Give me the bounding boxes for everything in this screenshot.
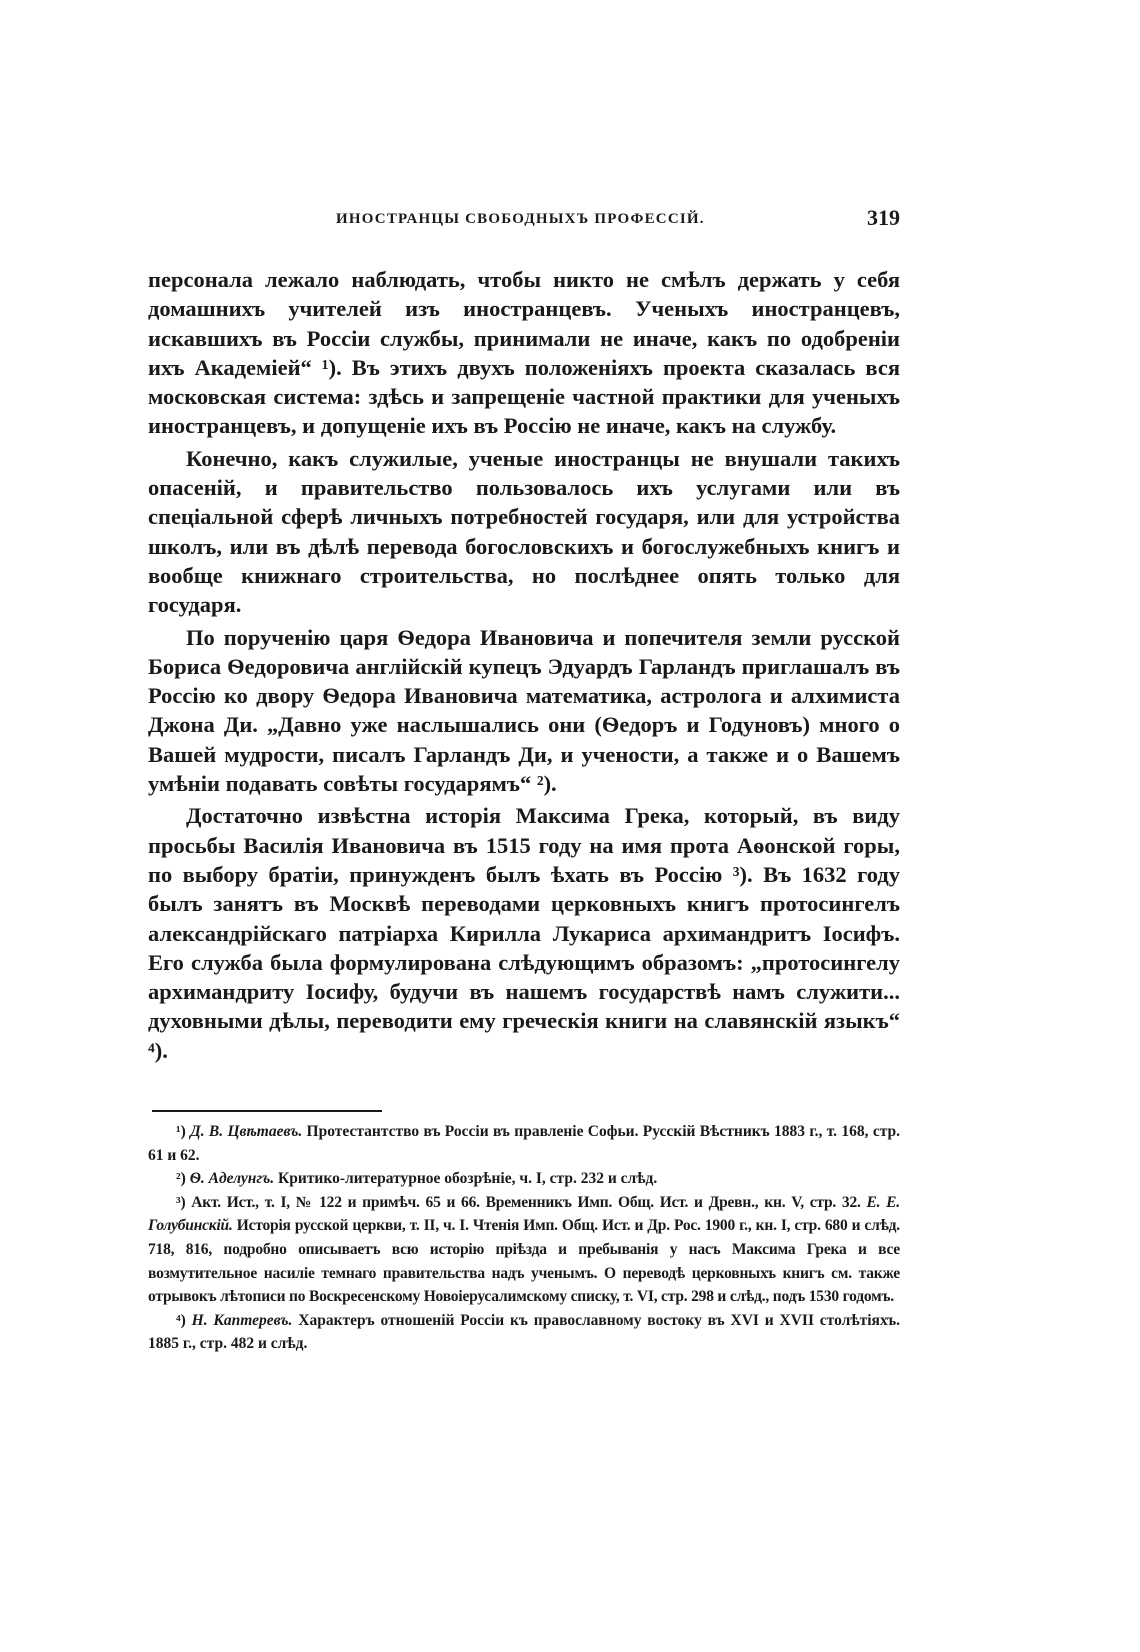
footnote-text: Критико-литературное обозрѣніе, ч. I, стр. 232 и слѣд. [274, 1170, 658, 1188]
running-head [148, 205, 900, 235]
footnote-author: Д. В. Цвѣтаевъ. [190, 1123, 303, 1140]
footnotes [148, 1120, 900, 1356]
main-text [148, 265, 900, 1065]
footnote-author: Ѳ. Аделунгъ. [189, 1170, 275, 1188]
footnote-mark: ⁴) [176, 1311, 186, 1329]
footnote-4 [148, 1309, 900, 1356]
footnote-1 [148, 1120, 900, 1167]
footnote-mark: ¹) [176, 1123, 186, 1140]
footnote-3 [148, 1191, 900, 1309]
page-number: 319 [867, 205, 900, 230]
footnote-pretext: Акт. Ист., т. I, № 122 и примѣч. 65 и 66. Временникъ Имп. Общ. Ист. и Древн., кн. V, стр. 32. [185, 1193, 867, 1211]
running-head-title: ИНОСТРАНЦЫ СВОБОДНЫХЪ ПРОФЕССІЙ. [336, 211, 705, 227]
footnote-text: Исторія русской церкви, т. II, ч. I. Чтенія Имп. Общ. Ист. и Др. Рос. 1900 г., кн. I, стр. 680 и слѣд. 718, 816, подробно описываетъ всю исторію пріѣзда и пребыванія у насъ Максима Грека и все возмутительное насиліе темнаго правительства надъ ученымъ. О переводѣ церковныхъ книгъ см. также отрывокъ лѣтописи по Воскресенскому Новоіерусалимскому списку, т. VI, стр. 298 и слѣд., подъ 1530 годомъ. [148, 1217, 900, 1306]
footnote-mark: ³) [176, 1193, 186, 1211]
paragraph-4: Достаточно извѣстна исторія Максима Грека, который, въ виду просьбы Василія Ивановича въ 1515 году на имя прота Аѳонской горы, по выбору братіи, принужденъ былъ ѣхать въ Россію ³). Въ 1632 году былъ занятъ въ Москвѣ переводами церковныхъ книгъ протосингелъ александрійскаго патріарха Кирилла Лукариса архимандритъ Іосифъ. Его служба была формулирована слѣдующимъ образомъ: „протосингелу архимандриту Іосифу, будучи въ нашемъ государствѣ намъ служити... духовными дѣлы, переводити ему греческія книги на славянскій языкъ“ ⁴). [148, 803, 900, 1063]
footnote-text: Характеръ отношеній Россіи къ православному востоку въ XVI и XVII столѣтіяхъ. 1885 г., стр. 482 и слѣд. [148, 1311, 901, 1353]
paragraph-3: По порученію царя Ѳедора Ивановича и попечителя земли русской Бориса Ѳедоровича англійскій купецъ Эдуардъ Гарландъ приглашалъ въ Россію ко двору Ѳедора Ивановича математика, астролога и алхимиста Джона Ди. „Давно уже наслышались они (Ѳедоръ и Годуновъ) много о Вашей мудрости, писалъ Гарландъ Ди, и учености, а также и о Вашемъ умѣніи подавать совѣты государямъ“ ²). [148, 624, 900, 797]
footnote-2 [148, 1167, 900, 1191]
paragraph-1: персонала лежало наблюдать, чтобы никто не смѣлъ держать у себя домашнихъ учителей изъ иностранцевъ. Ученыхъ иностранцевъ, искавшихъ въ Россіи службы, принимали не иначе, какъ по одобреніи ихъ Академіей“ ¹). Въ этихъ двухъ положеніяхъ проекта сказалась вся московская система: здѣсь и запрещеніе частной практики для ученыхъ иностранцевъ, и допущеніе ихъ въ Россію не иначе, какъ на службу. [148, 267, 900, 439]
footnote-mark: ²) [176, 1170, 186, 1188]
footnote-text: Протестантство въ Россіи въ правленіе Софьи. Русскій Вѣстникъ 1883 г., т. 168, стр. 61 и 62. [148, 1123, 901, 1164]
footnote-author: Е. Е. Голубинскій. [148, 1193, 900, 1235]
paragraph-2: Конечно, какъ служилые, ученые иностранцы не внушали такихъ опасеній, и правительство пользовалось ихъ услугами или въ спеціальной сферѣ личныхъ потребностей государя, или для устройства школъ, или въ дѣлѣ перевода богословскихъ и богослужебныхъ книгъ и вообще книжнаго строительства, но послѣднее опять только для государя. [148, 445, 900, 618]
footnote-author: Н. Каптеревъ. [191, 1311, 293, 1329]
footnote-divider [152, 1110, 382, 1112]
